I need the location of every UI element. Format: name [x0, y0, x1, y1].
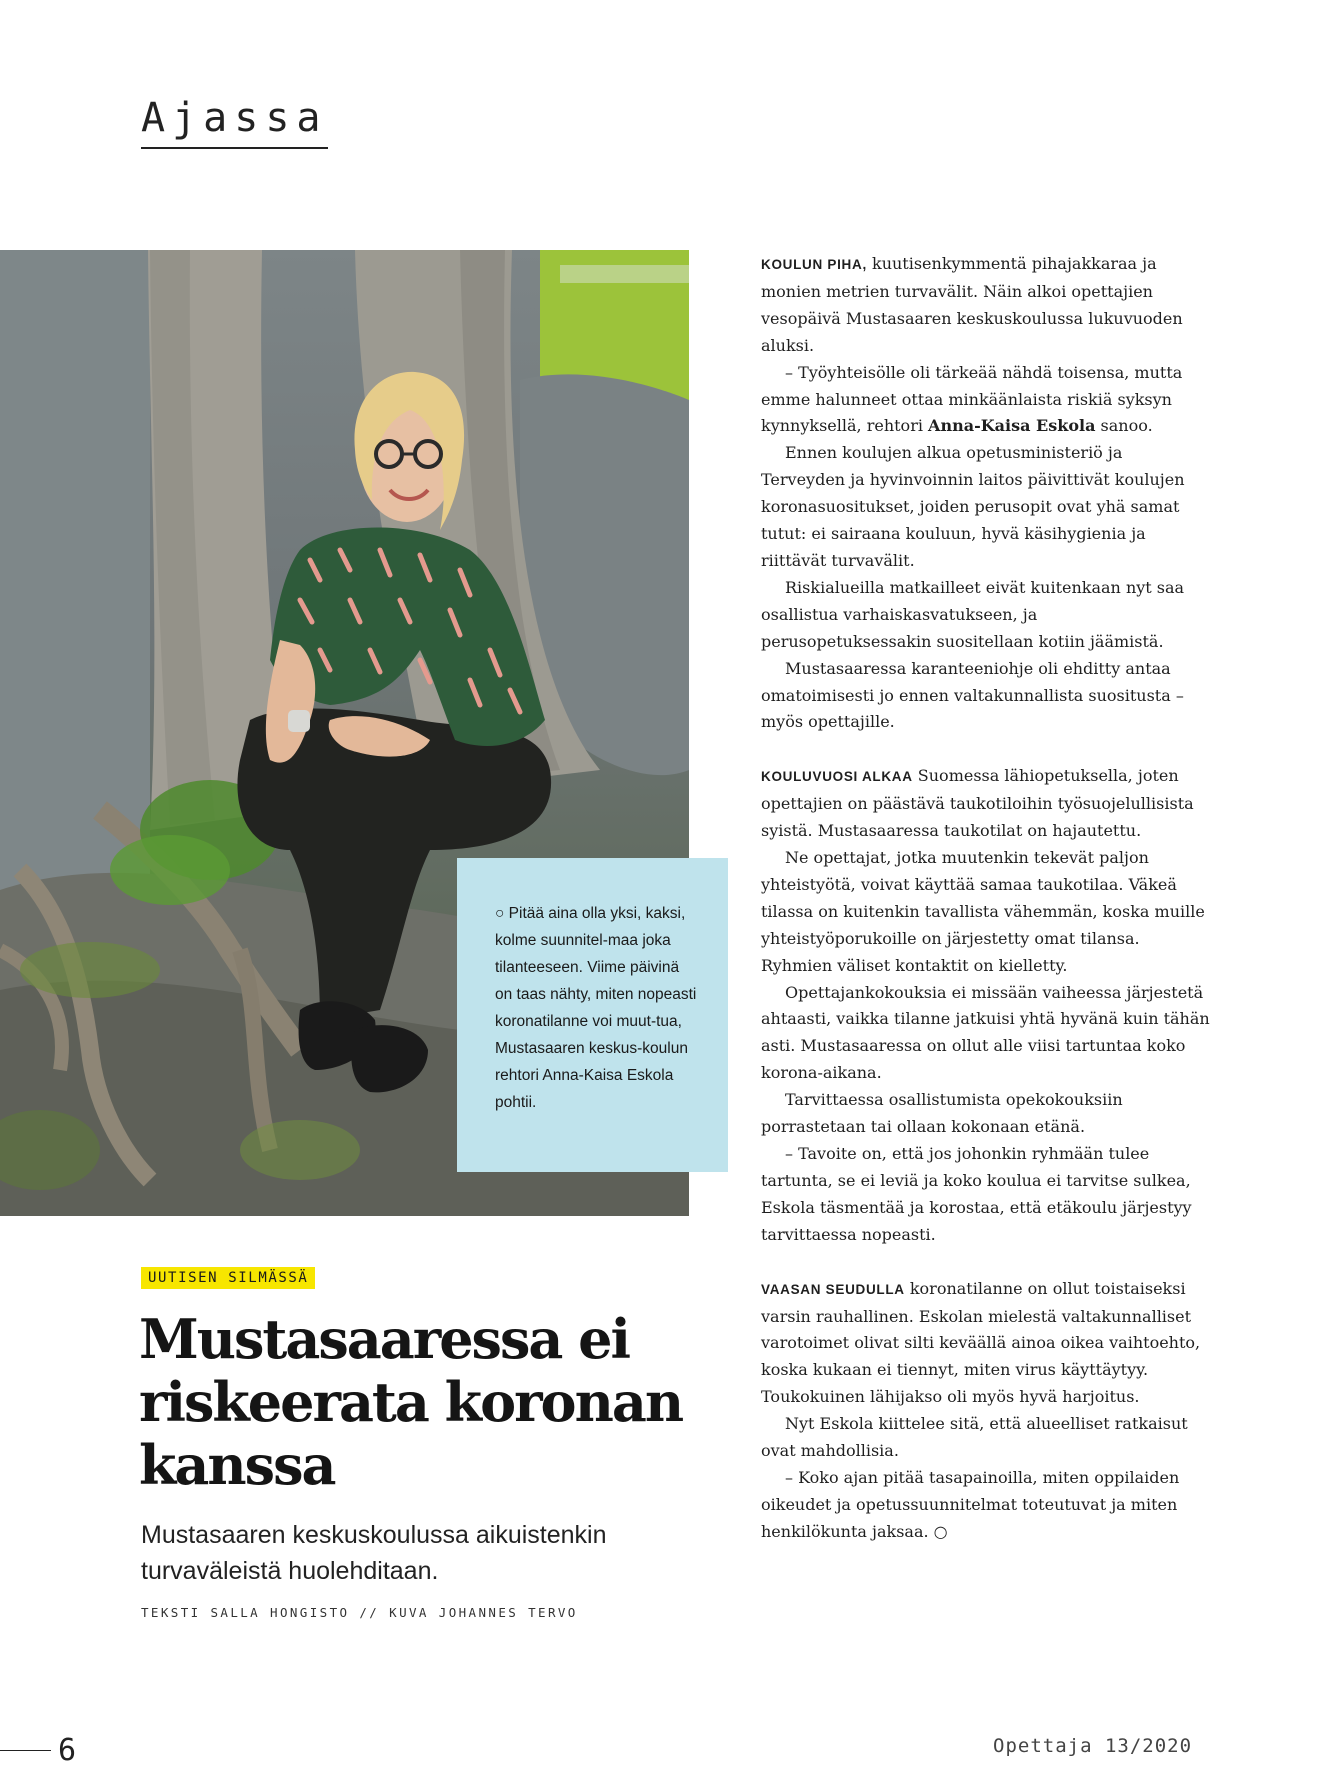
lead-paragraph: Mustasaaren keskuskoulussa aikuistenkin turvaväleistä huolehditaan.: [141, 1521, 607, 1585]
paragraph-text: – Työyhteisölle oli tärkeää nähdä toisensa, mutta emme halunneet ottaa minkäänlaista riskiä syksyn kynnyksellä, rehtori: [761, 362, 1183, 436]
run-in-heading: KOULUN PIHA,: [761, 257, 867, 272]
body-paragraph: Riskialueilla matkailleet eivät kuitenkaan nyt saa osallistua varhaiskasvatukseen, ja perusopetuksessakin suositellaan kotiin jäämistä.: [761, 577, 1185, 651]
body-paragraph: – Koko ajan pitää tasapainoilla, miten oppilaiden oikeudet ja opetussuunnitelmat toteutuvat ja miten henkilökunta jaksaa. ○: [761, 1467, 1180, 1541]
folio-rule: [0, 1750, 51, 1751]
run-in-heading: KOULUVUOSI ALKAA: [761, 769, 913, 785]
headline: Mustasaaressa ei riskeerata koronan kanssa: [139, 1307, 683, 1497]
body-paragraph: [761, 360, 1211, 441]
magazine-issue: Opettaja 13/2020: [993, 1735, 1193, 1757]
person-name: Anna-Kaisa Eskola: [928, 416, 1096, 436]
paragraph-text: kuutisenkymmentä pihajakkaraa ja monien metrien turvavälit. Näin alkoi opettajien vesopäivä Mustasaaren keskuskoulussa lukuvuoden aluksi.: [761, 254, 1183, 355]
body-paragraph: [761, 251, 1211, 360]
run-in-heading: VAASAN SEUDULLA: [761, 1281, 905, 1297]
body-paragraph: [761, 763, 1211, 845]
paragraph-text: sanoo.: [1095, 416, 1153, 436]
body-paragraph: Mustasaaressa karanteeniohje oli ehditty antaa omatoimisesti jo ennen valtakunnallista suositusta – myös opettajille.: [761, 658, 1184, 732]
body-paragraph: [761, 1276, 1211, 1412]
kicker-label: UUTISEN SILMÄSSÄ: [141, 1267, 315, 1289]
pull-quote-text: ○ Pitää aina olla yksi, kaksi, kolme suunnitel-maa joka tilanteeseen. Viime päivinä on taas nähty, miten nopeasti koronatilanne voi muut-tua, Mustasaaren keskus-koulun rehtori Anna-Kaisa Eskola pohtii.: [495, 905, 697, 1111]
body-paragraph: Nyt Eskola kiittelee sitä, että alueelliset ratkaisut ovat mahdollisia.: [761, 1414, 1188, 1461]
section-label: Ajassa: [141, 95, 328, 149]
body-paragraph: Opettajankokouksia ei missään vaiheessa järjestetä ahtaasti, vaikka tilanne jatkuisi yhtä hyvänä kuin tähän asti. Mustasaaressa on ollut alle viisi tartuntaa koko korona-aikana.: [761, 982, 1210, 1083]
body-paragraph: Ennen koulujen alkua opetusministeriö ja Terveyden ja hyvinvoinnin laitos päivittivät koulujen koronasuositukset, joiden perusopit ovat yhä samat tutut: ei sairaana kouluun, hyvä käsihygienia ja riittävät turvavälit.: [761, 443, 1185, 570]
body-column: [761, 251, 1211, 1546]
page-number: 6: [58, 1733, 77, 1768]
byline: TEKSTI SALLA HONGISTO // KUVA JOHANNES TERVO: [141, 1605, 578, 1620]
pull-quote: [457, 858, 728, 1172]
body-paragraph: Ne opettajat, jotka muutenkin tekevät paljon yhteistyötä, voivat käyttää samaa taukotilaa. Väkeä tilassa on kuitenkin tavallista vähemmän, koska muille yhteistyöporukoille on järjestetty omat tilansa. Ryhmien väliset kontaktit on kielletty.: [761, 848, 1205, 975]
body-paragraph: – Tavoite on, että jos johonkin ryhmään tulee tartunta, se ei leviä ja koko koulua ei tarvitse sulkea, Eskola täsmentää ja korostaa, että etäkoulu järjestyy tarvittaessa nopeasti.: [761, 1144, 1192, 1244]
paragraph-text: koronatilanne on ollut toistaiseksi varsin rauhallinen. Eskolan mielestä valtakunnalliset varotoimet olivat silti keväällä ainoa oikea vaihtoehto, koska kukaan ei tiennyt, miten virus käyttäytyy. Toukokuinen lähijakso oli myös hyvä harjoitus.: [761, 1278, 1201, 1407]
body-paragraph: Tarvittaessa osallistumista opekokouksiin porrastetaan tai ollaan kokonaan etänä.: [761, 1090, 1123, 1137]
paragraph-text: Suomessa lähiopetuksella, joten opettajien on päästävä taukotiloihin työsuojelullisista syistä. Mustasaaressa taukotilat on hajautettu.: [761, 766, 1194, 841]
